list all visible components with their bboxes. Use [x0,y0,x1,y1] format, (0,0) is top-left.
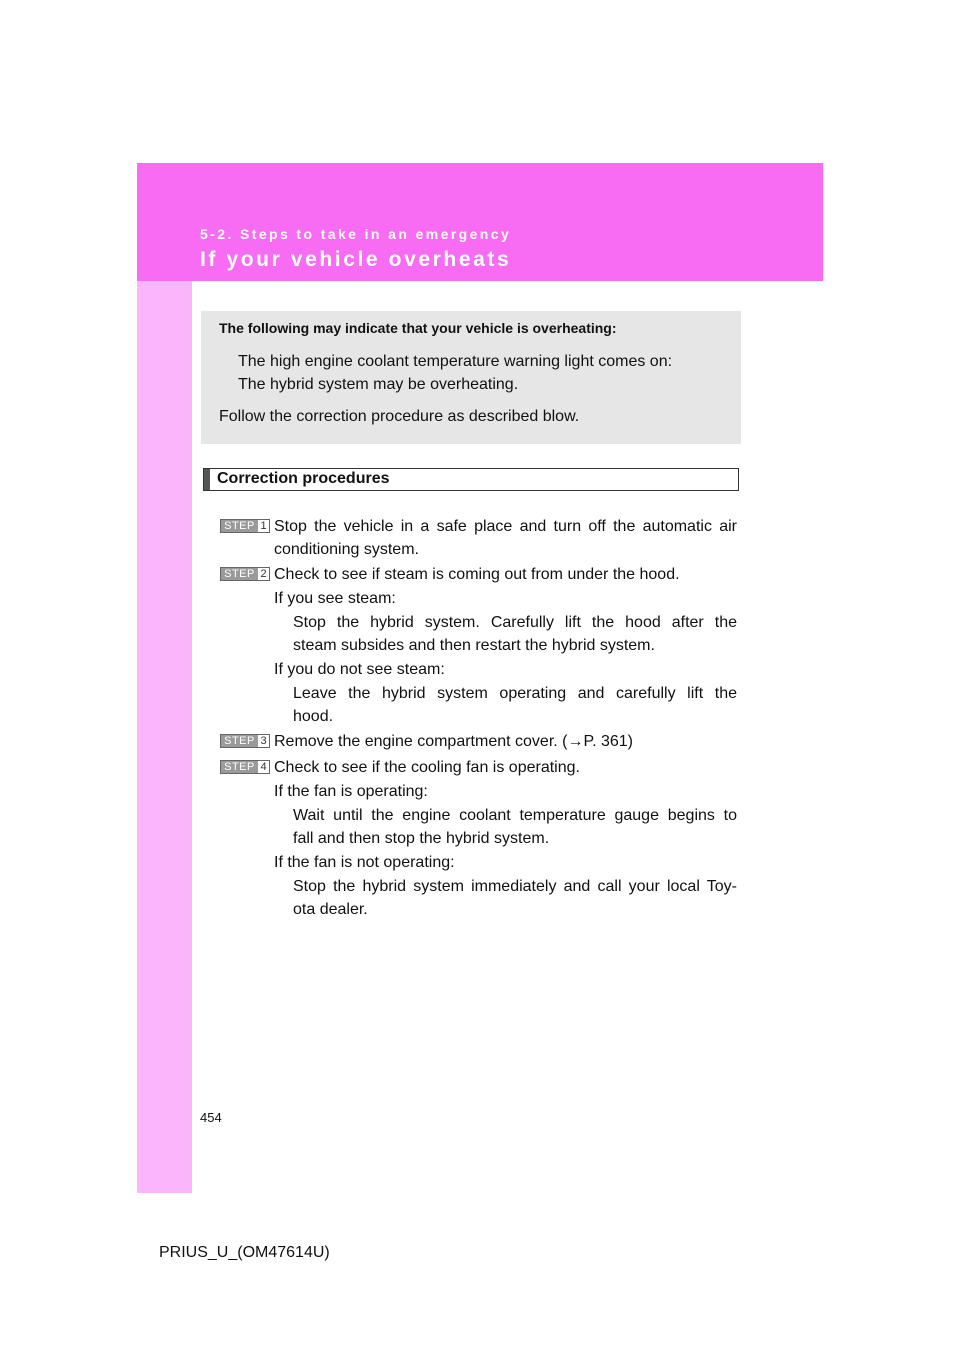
step-word: STEP [221,735,258,747]
step-text: Stop the vehicle in a safe place and turn off the automatic air [274,518,737,535]
condition-label: If the fan is not operating: [274,854,455,871]
page-title: If your vehicle overheats [200,248,512,271]
footer-document-code: PRIUS_U_(OM47614U) [159,1244,330,1261]
condition-text: Stop the hybrid system immediately and call your local Toy- [293,878,737,895]
step-word: STEP [221,568,258,580]
correction-procedures-header [203,468,739,491]
condition-text: Leave the hybrid system operating and carefully lift the [293,685,737,702]
step-badge [220,760,270,774]
page-number: 454 [200,1110,222,1125]
condition-label: If the fan is operating: [274,783,428,800]
step-text: conditioning system. [274,541,419,558]
step-badge [220,519,270,533]
condition-text: fall and then stop the hybrid system. [293,830,550,847]
side-color-strip [137,163,192,1193]
info-heading: The following may indicate that your vehicle is overheating: [219,320,617,336]
condition-label: If you see steam: [274,590,396,607]
condition-text: hood. [293,708,334,725]
step-number: 1 [260,520,267,532]
correction-procedures-title: Correction procedures [217,470,390,487]
step-text: Remove the engine compartment cover. (→P. 361) [274,733,633,750]
step-number: 3 [260,735,267,747]
condition-text: Wait until the engine coolant temperature gauge begins to [293,807,737,824]
step-word: STEP [221,761,258,773]
step-text: Check to see if steam is coming out from under the hood. [274,566,680,583]
condition-text: ota dealer. [293,901,368,918]
condition-text: steam subsides and then restart the hybrid system. [293,637,655,654]
section-label: 5-2. Steps to take in an emergency [200,226,512,242]
condition-text: Stop the hybrid system. Carefully lift the hood after the [293,614,737,631]
step-number: 4 [260,761,267,773]
step-text: Check to see if the cooling fan is operating. [274,759,580,776]
step-number: 2 [260,568,267,580]
condition-label: If you do not see steam: [274,661,445,678]
step-badge [220,734,270,748]
step-word: STEP [221,520,258,532]
info-line: The high engine coolant temperature warning light comes on: [238,353,673,370]
info-line: The hybrid system may be overheating. [238,376,519,393]
header-accent-bar [204,469,210,490]
step-badge [220,567,270,581]
info-line: Follow the correction procedure as described blow. [219,408,580,425]
